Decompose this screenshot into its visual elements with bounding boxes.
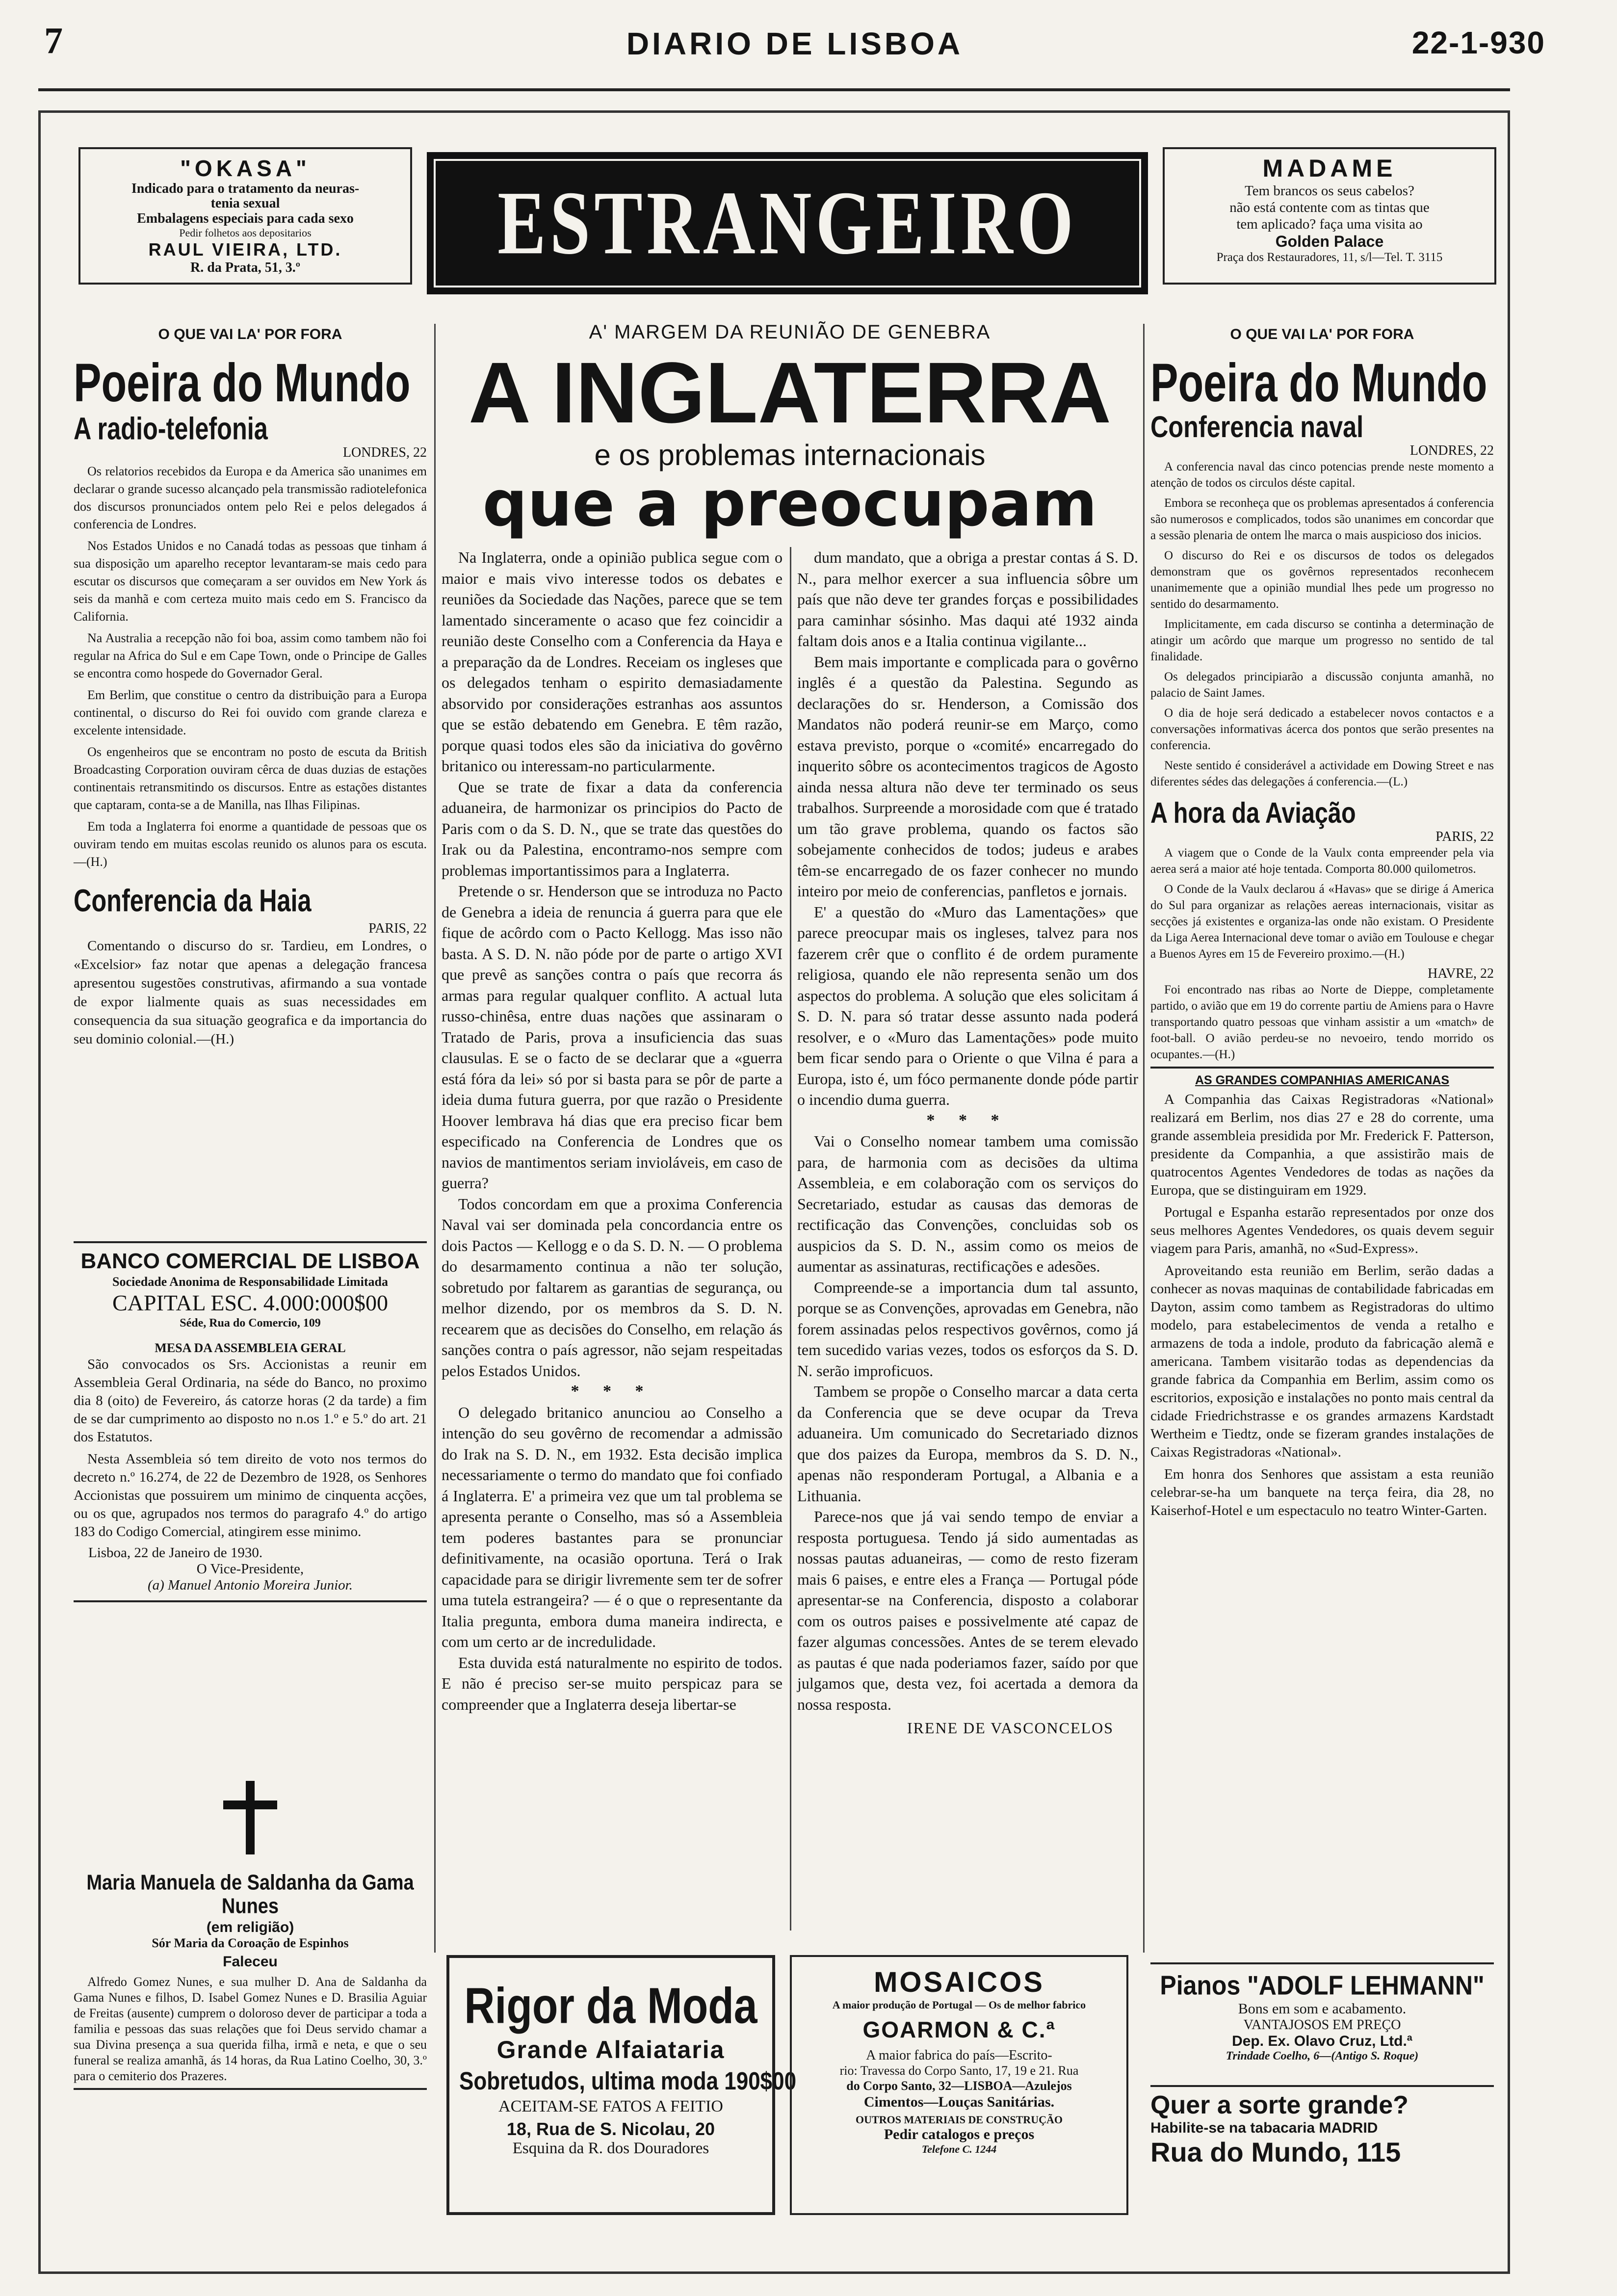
paragraph: Alfredo Gomez Nunes, e sua mulher D. Ana de Saldanha da Gama Nunes e filhos, D. Isabel Gomez Nunes e D. Brasilia Aguiar de Freitas (ausente) cumprem o doloroso dever de participar a toda a familia e pessoas das suas relações que foi Deus servido chamar a sua Divina presença a sua querida filha, irmã e neta, e que o seu funeral se realiza amanhã, ás 14 horas, da Rua Latino Coelho, 30, 3.º para o cemiterio dos Prazeres. bbox=[74, 1975, 427, 2083]
divider bbox=[1150, 1067, 1494, 1069]
sorte-line: Quer a sorte grande? bbox=[1150, 2091, 1408, 2119]
paragraph: Os delegados principiarão a discussão conjunta amanhã, no palacio de Saint James. bbox=[1150, 670, 1494, 700]
pianos-ad bbox=[1150, 1962, 1494, 2075]
issue-date: 22-1-930 bbox=[1411, 25, 1545, 60]
madame-ad bbox=[1163, 147, 1496, 285]
paragraph: O Conde de la Vaulx declarou á «Havas» que se dirige á America do Sul para organizar as relações aereas internacionais, visitar as secções já existentes e organiza-las onde não existam. O Presidente da Liga Aerea Internacional deve tomar o avião em Toulouse e chegar a Buenos Ayres em 15 de Fevereiro proximo.—(H.) bbox=[1150, 883, 1494, 961]
divider bbox=[74, 2088, 427, 2090]
madame-line: tem aplicado? faça uma visita ao bbox=[1236, 216, 1423, 232]
masthead bbox=[44, 20, 1545, 74]
main-article-col-2 bbox=[797, 547, 1138, 1739]
section-break: * * * bbox=[926, 1111, 1009, 1129]
obituary-text bbox=[74, 1974, 427, 2084]
paragraph: Os engenheiros que se encontram no posto de escuta da British Broadcasting Corporation ouviram cêrca de duas duzias de estações continentais retransmitindo os discursos. Entre as estações distantes que captaram, conta-se a de Manilla, nas Ilhas Filipinas. bbox=[74, 745, 427, 812]
havre-article bbox=[1150, 982, 1494, 1063]
left-column bbox=[74, 326, 427, 1052]
paragraph: A conferencia naval das cinco potencias prende neste momento a atenção de todos os circulos déste capital. bbox=[1150, 460, 1494, 490]
mosaicos-phone: Telefone C. 1244 bbox=[921, 2143, 997, 2155]
radio-article bbox=[74, 463, 427, 871]
paragraph: Comentando o discurso do sr. Tardieu, em Londres, o «Excelsior» faz notar que apenas a delegação francesa apresentou sugestões construtivas, afirmando a sua vontade de expor lialmente quais as suas necessidades em consequencia da sua situação geografica e da importancia do seu dominio colonial.—(H.) bbox=[74, 938, 427, 1047]
mosaicos-line: Cimentos—Louças Sanitárias. bbox=[863, 2094, 1055, 2110]
bank-signature: (a) Manuel Antonio Moreira Junior. bbox=[147, 1577, 353, 1593]
naval-article bbox=[1150, 459, 1494, 790]
dateline: PARIS, 22 bbox=[368, 921, 427, 936]
companies-article bbox=[1150, 1091, 1494, 1520]
bank-capital: CAPITAL ESC. 4.000:000$00 bbox=[112, 1290, 388, 1315]
okasa-line: tenia sexual bbox=[210, 196, 280, 211]
okasa-line: Indicado para o tratamento da neuras- bbox=[131, 181, 360, 196]
mosaicos-ad bbox=[790, 1955, 1128, 2215]
pianos-line: Bons em som e acabamento. bbox=[1238, 2001, 1407, 2017]
mosaicos-line: A maior fabrica do país—Escrito- bbox=[866, 2048, 1052, 2063]
madame-line: Tem brancos os seus cabelos? bbox=[1245, 183, 1414, 199]
section-break: * * * bbox=[571, 1382, 653, 1400]
column-headline: Poeira do Mundo bbox=[1150, 353, 1487, 414]
main-article-col-1 bbox=[442, 547, 782, 1715]
column-divider bbox=[1143, 324, 1145, 1953]
sorte-grande-ad bbox=[1150, 2085, 1494, 2193]
main-article-header bbox=[442, 321, 1138, 541]
aviation-headline: A hora da Aviação bbox=[1150, 797, 1356, 829]
mosaicos-title: MOSAICOS bbox=[874, 1966, 1044, 1998]
sorte-line: Habilite-se na tabacaria MADRID bbox=[1150, 2120, 1378, 2136]
newspaper-name: DIARIO DE LISBOA bbox=[626, 26, 964, 61]
column-divider bbox=[790, 547, 791, 1931]
pianos-line: Dep. Ex. Olavo Cruz, Ltd.ª bbox=[1232, 2033, 1412, 2049]
paragraph: Vai o Conselho nomear tambem uma comissão para, de harmonia com as decisões da ultima Assembleia, e em colaboração com os serviços do Secretariado, estudar as causas das demoras de rectificação das Convenções, concluidas sob os auspicios da S. D. N., assim como os meios de aumentar as assinaturas, rectificações e adesões. bbox=[797, 1132, 1138, 1275]
paragraph: O dia de hoje será dedicado a estabelecer novos contactos e a conversações informativas ácerca dos pontos que serão presentes na conferencia. bbox=[1150, 706, 1494, 752]
obituary-status: Faleceu bbox=[223, 1954, 278, 1970]
obituary-religious-name: Sór Maria da Coroação de Espinhos bbox=[152, 1936, 349, 1950]
aviation-article bbox=[1150, 845, 1494, 962]
right-column bbox=[1150, 326, 1494, 1524]
companies-headline: AS GRANDES COMPANHIAS AMERICANAS bbox=[1195, 1073, 1450, 1087]
paragraph: Em honra dos Senhores que assistam a esta reunião celebrar-se-ha um banquete na terça feira, dia 28, no Kaiserhof-Hotel e um espectaculo no teatro Winter-Garten. bbox=[1150, 1466, 1494, 1518]
paragraph: Nesta Assembleia só tem direito de voto nos termos do decreto n.º 16.274, de 22 de Dezembro de 1928, os Senhores Accionistas que possuirem um minimo de cinquenta acções, ou os que, agrupados nos termos do paragrafo 4.º do artigo 183 do Codigo Comercial, atingirem esse minimo. bbox=[74, 1451, 427, 1539]
paragraph: dum mandato, que a obriga a prestar contas á S. D. N., para melhor exercer a sua influencia sôbre um país que não deve ter grandes forças e possibilidades para caminhar sósinho. Mas daqui até 1932 ainda faltam dois anos e a Italia continua vigilante... bbox=[797, 548, 1138, 650]
rigor-title: Rigor da Moda bbox=[464, 1978, 757, 2035]
obituary-religious: (em religião) bbox=[206, 1919, 294, 1935]
column-subhead: Conferencia naval bbox=[1150, 409, 1364, 444]
rigor-offer: Sobretudos, ultima moda 190$00 bbox=[459, 2067, 797, 2095]
paragraph: Em toda a Inglaterra foi enorme a quantidade de pessoas que os ouviram tendo em muitas escolas reunido os alunos para os escuta.—(H.) bbox=[74, 819, 427, 869]
okasa-address: R. da Prata, 51, 3.º bbox=[190, 260, 300, 275]
paragraph: Que se trate de fixar a data da conferencia aduaneira, de harmonizar os principios do Pacto de Paris com o da S. D. N., que se trate das questões do Irak ou da Palestina, encontramo-nos sempre com problemas importantissimos para a Inglaterra. bbox=[442, 778, 782, 879]
dateline: HAVRE, 22 bbox=[1428, 966, 1494, 981]
pianos-line: VANTAJOSOS EM PREÇO bbox=[1243, 2017, 1401, 2033]
haia-article bbox=[74, 937, 427, 1048]
bank-subtitle: Sociedade Anonima de Responsabilidade Limitada bbox=[112, 1275, 388, 1289]
rigor-note: ACEITAM-SE FATOS A FEITIO bbox=[498, 2097, 723, 2115]
sorte-line: Rua do Mundo, 115 bbox=[1150, 2137, 1401, 2167]
bank-text bbox=[74, 1356, 427, 1541]
bank-notice bbox=[74, 1241, 427, 1602]
column-subhead: A radio-telefonia bbox=[74, 410, 268, 446]
paragraph: Compreende-se a importancia dum tal assunto, porque se as Convenções, aprovadas em Genebra, não forem assinadas pelos respectivos govêrnos, como já tem sucedido varias vezes, todos os esforços da S. D. N. serão improficuos. bbox=[797, 1278, 1138, 1380]
mosaicos-tagline: A maior produção de Portugal — Os de melhor fabrico bbox=[832, 1999, 1086, 2011]
paragraph: Esta duvida está naturalmente no espirito de todos. E não é preciso ser-se muito perspicaz para se compreender que a Inglaterra deseja libertar-se bbox=[442, 1653, 782, 1713]
column-divider bbox=[434, 324, 436, 1953]
paragraph: Foi encontrado nas ribas ao Norte de Dieppe, completamente partido, o avião que em 19 do corrente partiu de Amiens para o Havre transportando quatro pessoas que vinham assistir a um «match» de foot-ball. O avião perdeu-se no nevoeiro, tendo morrido os ocupantes.—(H.) bbox=[1150, 983, 1494, 1061]
obituary-name: Maria Manuela de Saldanha da Gama bbox=[86, 1871, 414, 1895]
dateline: PARIS, 22 bbox=[1435, 829, 1494, 844]
paragraph: Pretende o sr. Henderson que se introduza no Pacto de Genebra a ideia de renuncia á guerra para que ele fique de acôrdo com o Pacto Kellogg. Mas isso não basta. A S. D. N. não póde por de parte o artigo XVI que prevê as sanções contra o país que recorra ás armas para regular qualquer conflito. A actual luta russo-chinêsa, entre duas nações que assinaram o Tratado de Paris, prova a insuficiencia das suas clausulas. E se o facto de se declarar que a «guerra está fóra da lei» só por si basta para se pôr de parte a ideia duma futura guerra, por que razão o Presidente Hoover lembrava há dias que era preciso ficar bem especificado na Conferencia de Londres que os navios de mantimentos seriam invioláveis, em caso de guerra? bbox=[442, 882, 782, 1192]
bank-date: Lisboa, 22 de Janeiro de 1930. bbox=[88, 1545, 263, 1561]
divider bbox=[74, 1241, 427, 1243]
article-headline-2: que a preocupam bbox=[482, 468, 1097, 541]
bank-title: BANCO COMERCIAL DE LISBOA bbox=[80, 1249, 420, 1273]
column-headline: Poeira do Mundo bbox=[74, 353, 411, 414]
mosaicos-line: OUTROS MATERIAIS DE CONSTRUÇÃO bbox=[856, 2113, 1063, 2126]
madame-name: MADAME bbox=[1262, 155, 1397, 182]
rigor-address: 18, Rua de S. Nicolau, 20 bbox=[506, 2119, 715, 2139]
paragraph: Embora se reconheça que os problemas apresentados á conferencia são numerosos e complicados, todos são unanimes em concordar que a sessão plenaria de ontem lhe marca o mais auspicioso dos inicios. bbox=[1150, 496, 1494, 542]
mosaicos-line: Pedir catalogos e preços bbox=[884, 2126, 1035, 2142]
section-title-box bbox=[427, 152, 1148, 294]
mosaicos-line: rio: Travessa do Corpo Santo, 17, 19 e 21. Rua bbox=[839, 2063, 1079, 2078]
paragraph: Na Australia a recepção não foi boa, assim como tambem não foi regular na Africa do Sul e em Cape Town, onde o Principe de Galles se encontra como hospede do Governador Geral. bbox=[74, 631, 427, 680]
paragraph: Portugal e Espanha estarão representados por onze dos seus melhores Agentes Vendedores, os quais devem seguir viagem para Paris, amanhã, no «Sud-Express». bbox=[1150, 1204, 1494, 1256]
okasa-line: Embalagens especiais para cada sexo bbox=[137, 211, 354, 226]
dateline: LONDRES, 22 bbox=[1409, 443, 1494, 458]
paragraph: O delegado britanico anunciou ao Conselho a intenção do seu govêrno de recomendar a admissão do Irak na S. D. N., em 1932. Esta decisão implica necessariamente o termo do mandato que foi confiado á Inglaterra. E' a primeira vez que um tal problema se apresenta perante o Conselho, mas só a Assembleia tem poderes bastantes para se pronunciar definitivamente, na ocasião oportuna. Terá o Irak capacidade para se dirigir livremente sem ter de sofrer uma tutela estrangeira? — é o que o representante da Italia pregunta, embora duma maneira indirecta, e com um certo ar de incredulidade. bbox=[442, 1403, 782, 1650]
column-kicker: O QUE VAI LA' POR FORA bbox=[1230, 326, 1414, 342]
mosaicos-line: do Corpo Santo, 32—LISBOA—Azulejos bbox=[846, 2079, 1072, 2093]
pianos-title: Pianos "ADOLF LEHMANN" bbox=[1160, 1970, 1485, 2001]
obituary-name: Nunes bbox=[221, 1894, 279, 1918]
haia-headline: Conferencia da Haia bbox=[74, 882, 312, 918]
okasa-line: Pedir folhetos aos depositarios bbox=[179, 227, 312, 239]
paragraph: O discurso do Rei e os discursos de todos os delegados demonstram que os govêrnos representados reconhecem unanimemente que a opinião mundial lhes pede um progresso no sentido do desarmamento. bbox=[1150, 549, 1494, 611]
paragraph: Parece-nos que já vai sendo tempo de enviar a resposta portuguesa. Tendo já sido aumentadas as nossas pautas aduaneiras, — como de resto fizeram mais 6 paises, e entre eles a França — Portugal póde apresentar-se na Conferencia, disposto a colaborar com os outros paises e possivelmente até capaz de fazer algumas concessões. Antes de se terem elevado as pautas é que nada poderiamos fazer, saído por que julgamos que, desta vez, foi acertada a demora da nossa resposta. bbox=[797, 1508, 1138, 1713]
pianos-line: Trindade Coelho, 6—(Antigo S. Roque) bbox=[1226, 2050, 1419, 2062]
bank-seat: Séde, Rua do Comercio, 109 bbox=[180, 1317, 321, 1330]
paragraph: A Companhia das Caixas Registradoras «National» realizará em Berlim, nos dias 27 e 28 do corrente, uma grande assembleia presidida por Mr. Frederick F. Patterson, presidente da Companhia, a que assistirão mais de quatrocentos Agentes Vendedores de todas as nações da Europa, que se distinguiram em 1929. bbox=[1150, 1092, 1494, 1198]
paragraph: A viagem que o Conde de la Vaulx conta empreender pela via aerea será a maior até hoje tentada. Comporta 80.000 quilometros. bbox=[1150, 846, 1494, 876]
okasa-ad bbox=[78, 147, 412, 285]
rigor-da-moda-ad bbox=[446, 1955, 797, 2215]
column-kicker: O QUE VAI LA' POR FORA bbox=[158, 326, 342, 342]
cross-icon bbox=[74, 1776, 427, 1869]
divider bbox=[74, 1600, 427, 1602]
okasa-name: "OKASA" bbox=[180, 156, 311, 181]
paragraph: Todos concordam em que a proxima Conferencia Naval vai ser dominada pela concordancia entre os dois Pactos — Kellogg e o da S. D. N. — O problema do desarmamento continua a não ter solução, sobretudo por faltarem as garantias de segurança, ou melhor dizendo, por os membros da S. D. N. recearem que as decisões do Conselho, em relação ás sanções contra o país agressor, não sejam respeitadas pelos Estados Unidos. bbox=[442, 1195, 782, 1380]
obituary bbox=[74, 1776, 427, 2090]
paragraph: Implicitamente, em cada discurso se continha a determinação de atingir um acôrdo que marque um progresso no sentido de tal finalidade. bbox=[1150, 618, 1494, 663]
masthead-rule bbox=[38, 88, 1510, 91]
paragraph: Na Inglaterra, onde a opinião publica segue com o maior e mais vivo interesse todos os debates e reuniões da Sociedade das Nações, parece que se tem lamentado sinceramente o acaso que fez coincidir a reunião deste Conselho com a Conferencia da Haya e a preparação da de Londres. Receiam os ingleses que os delegados tenham o espirito demasiadamente absorvido por considerações estranhas aos assuntos que se estão debatendo em Genebra. E têm razão, porque quasi todos eles são da iniciativa do govêrno britanico ou interessam-no particularmente. bbox=[442, 548, 782, 775]
paragraph: Neste sentido é considerável a actividade em Dowing Street e nas diferentes sédes das delegações á conferencia.—(L.) bbox=[1150, 759, 1494, 788]
madame-line: não está contente com as tintas que bbox=[1229, 200, 1430, 215]
paragraph: São convocados os Srs. Accionistas a reunir em Assembleia Geral Ordinaria, na séde do Banco, no proximo dia 8 (oito) de Fevereiro, ás catorze horas (2 da tarde) a fim de se dar cumprimento ao disposto no n.os 1.º e 5.º do art. 21 dos Estatutos. bbox=[74, 1357, 427, 1445]
okasa-company: RAUL VIEIRA, LTD. bbox=[148, 239, 342, 260]
paragraph: Aproveitando esta reunião em Berlim, serão dadas a conhecer as novas maquinas de contabilidade fabricadas em Dayton, assim como tambem as Registradoras do ultimo modelo, para estabelecimentos de venda a retalho e armazens de toda a indole, produto da fabricação alemã e americana. Tambem visitarão todas as dependencias da grande fabrica da Companhia em Berlim, assim como os escritorios, exposição e instalações no ponto mais central da cidade Friedrichstrasse e os grandes armazens Kardstadt Wertheim e Tiedtz, onde se fizeram grandes instalações de Caixas Registradoras «National». bbox=[1150, 1263, 1494, 1460]
dateline: LONDRES, 22 bbox=[342, 445, 427, 460]
section-title: ESTRANGEIRO bbox=[497, 173, 1077, 274]
article-subhead: e os problemas internacionais bbox=[594, 439, 986, 471]
mosaicos-brand: GOARMON & C.ª bbox=[862, 2017, 1056, 2042]
article-kicker: A' MARGEM DA REUNIÃO DE GENEBRA bbox=[589, 321, 991, 343]
rigor-subtitle: Grande Alfaiataria bbox=[496, 2036, 725, 2063]
madame-address: Praça dos Restauradores, 11, s/l—Tel. T. 3115 bbox=[1216, 251, 1443, 264]
paragraph: Nos Estados Unidos e no Canadá todas as pessoas que tinham á sua disposição um aparelho receptor levantaram-se mais cedo para escutar os discursos que começaram a ser ouvidos em New York ás seis da manhã e com certeza muito mais cedo em S. Francisco da California. bbox=[74, 539, 427, 624]
madame-place: Golden Palace bbox=[1275, 233, 1384, 250]
article-headline: A INGLATERRA bbox=[468, 345, 1112, 441]
page-number: 7 bbox=[44, 20, 63, 61]
article-author: IRENE DE VASCONCELOS bbox=[907, 1719, 1114, 1737]
paragraph: E' a questão do «Muro das Lamentações» que parece preocupar mais os ingleses, talvez para nos fazerem crêr que o conflito é de ordem puramente religiosa, quando ele não representa senão um dos aspectos do problema. A solução que eles solicitam á S. D. N. para só tratar desse assunto nada poderá resolver, e o «Muro das Lamentações» pode muito bem ficar sendo para o Oriente o que Vilna é para a Europa, isto é, um fóco permanente donde póde partir o incendio duma guerra. bbox=[797, 903, 1138, 1108]
bank-heading: MESA DA ASSEMBLEIA GERAL bbox=[155, 1341, 346, 1355]
paragraph: Em Berlim, que constitue o centro da distribuição para a Europa continental, o discurso do Rei foi ouvido com grande clareza e excelente intensidade. bbox=[74, 688, 427, 737]
rigor-corner: Esquina da R. dos Douradores bbox=[512, 2139, 709, 2157]
bank-role: O Vice-Presidente, bbox=[196, 1561, 304, 1577]
paragraph: Bem mais importante e complicada para o govêrno inglês é a questão da Palestina. Segundo as declarações do sr. Henderson, a Comissão dos Mandatos não poderá reunir-se em Março, como estava previsto, porque o «comité» encarregado do inquerito sôbre os acontecimentos tragicos de Agosto ainda nessa altura não deve ter terminado os seus trabalhos. Surpreende a morosidade com que é tratado um tão grave problema, quando os factos são sobejamente conhecidos de todos; judeus e arabes têm-se encarregado de os fazer conhecer no mundo inteiro por meio de conferencias, panfletos e jornais. bbox=[797, 652, 1138, 900]
paragraph: Tambem se propõe o Conselho marcar a data certa da Conferencia que se deve ocupar da Treva aduaneira. Um comunicado do Secretariado diznos que dos paizes da Europa, membros da S. D. N., apenas não responderam Portugal, a Albania e a Lithuania. bbox=[797, 1383, 1138, 1505]
paragraph: Os relatorios recebidos da Europa e da America são unanimes em declarar o grande sucesso alcançado pela transmissão radiotelefonica dos discursos pronunciados ontem pelo Rei e pelos delegados á conferencia de Londres. bbox=[74, 464, 427, 531]
